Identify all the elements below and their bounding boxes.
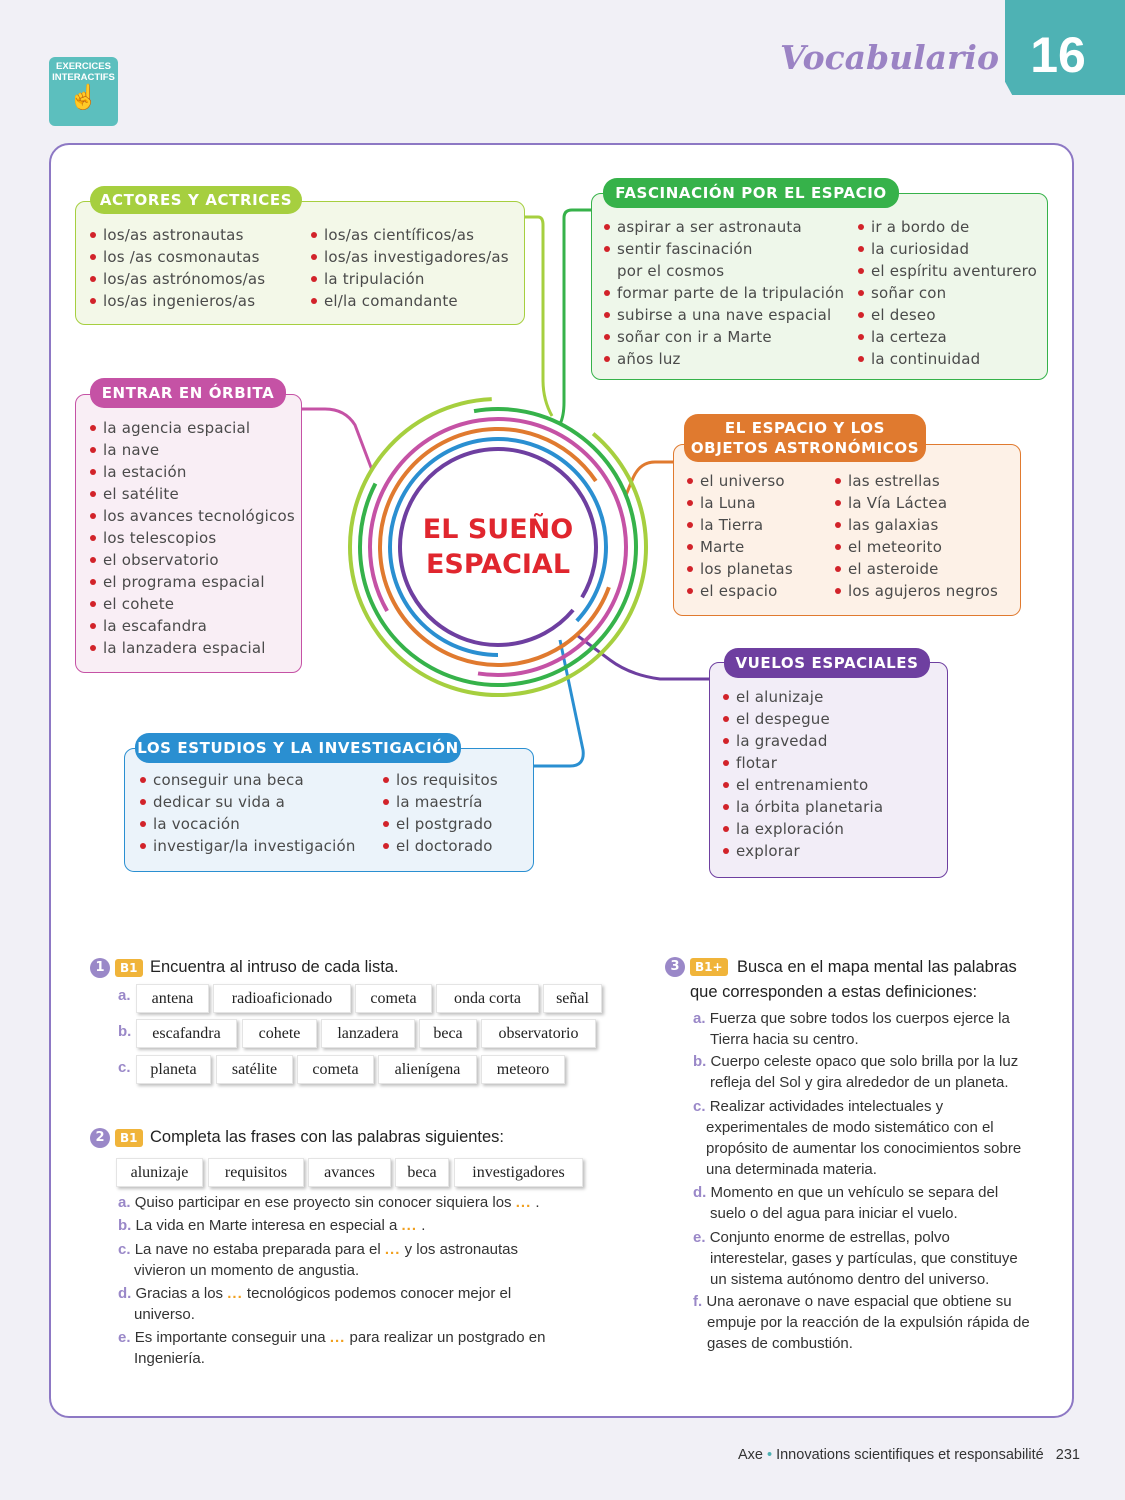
- list-item: explorar: [722, 840, 883, 862]
- list-item: la nave: [89, 439, 295, 461]
- list-item: sentir fascinación por el cosmos: [603, 238, 844, 282]
- vuelos-title: VUELOS ESPACIALES: [724, 648, 930, 678]
- list-item: la exploración: [722, 818, 883, 840]
- list-item: conseguir una beca: [139, 769, 356, 791]
- exercise-3-title-line2: que corresponden a estas definiciones:: [690, 983, 978, 1001]
- vuelos-list: [722, 686, 883, 862]
- word-chip: alienígena: [378, 1055, 477, 1084]
- word-chip: satélite: [216, 1055, 293, 1084]
- list-item: la escafandra: [89, 615, 295, 637]
- list-item: ir a bordo de: [857, 216, 1037, 238]
- page-footer: Axe • Innovations scientifiques et responsabilité 231: [737, 1447, 1080, 1463]
- list-item: subirse a una nave espacial: [603, 304, 844, 326]
- list-item: los /as cosmonautas: [89, 246, 265, 268]
- exercise-3-number: 3: [665, 957, 685, 977]
- word-chip: cometa: [355, 984, 432, 1013]
- word-chip: señal: [543, 984, 602, 1013]
- list-item: el espacio: [686, 580, 793, 602]
- connector-actores: [524, 217, 552, 416]
- exercise-1-title: Encuentra al intruso de cada lista.: [150, 958, 399, 976]
- word-chip: planeta: [136, 1055, 211, 1084]
- row-label: b.: [118, 1023, 132, 1040]
- exercise-3-title-line1: Busca en el mapa mental las palabras: [737, 958, 1017, 976]
- list-item: los/as astronautas: [89, 224, 265, 246]
- actores-col2: [310, 224, 509, 312]
- page-number: 231: [1055, 1447, 1080, 1463]
- mind-map-center-title: EL SUEÑO ESPACIAL: [422, 514, 574, 580]
- list-item: el universo: [686, 470, 793, 492]
- word-chip: onda corta: [436, 984, 539, 1013]
- list-item: la Luna: [686, 492, 793, 514]
- actores-title: ACTORES Y ACTRICES: [90, 186, 302, 214]
- list-item: la vocación: [139, 813, 356, 835]
- definition-d: d. Momento en que un vehículo se separa del suelo o del agua para iniciar el vuelo.: [693, 1184, 999, 1222]
- interactive-exercises-badge[interactable]: EXERCICES INTERACTIFS ☝: [49, 57, 118, 126]
- list-item: la maestría: [382, 791, 498, 813]
- word-chip: radioaficionado: [213, 984, 351, 1013]
- blank-dots: ...: [227, 1285, 243, 1302]
- definition-b: b. Cuerpo celeste opaco que solo brilla por la luz refleja del Sol y gira alrededor de un planeta.: [693, 1053, 1019, 1091]
- blank-dots: ...: [384, 1241, 401, 1258]
- word-chip: escafandra: [136, 1019, 237, 1048]
- list-item: dedicar su vida a: [139, 791, 356, 813]
- blank-dots: ...: [329, 1329, 346, 1346]
- list-item: el espíritu aventurero: [857, 260, 1037, 282]
- word-chip: cometa: [297, 1055, 374, 1084]
- definition-c: c. Realizar actividades intelectuales y experimentales de modo sistemático con el propósito de aumentar los conocimientos sobre una determinada materia.: [693, 1098, 1022, 1178]
- word-chip: observatorio: [481, 1019, 596, 1048]
- list-item: el postgrado: [382, 813, 498, 835]
- list-item: la Vía Láctea: [834, 492, 998, 514]
- orbita-list: [89, 417, 295, 659]
- sentence-d: d. Gracias a los ... tecnológicos podemos conocer mejor el universo.: [118, 1285, 512, 1323]
- list-item: años luz: [603, 348, 844, 370]
- list-item: la Tierra: [686, 514, 793, 536]
- page-title: Vocabulario: [780, 38, 999, 77]
- list-item: la agencia espacial: [89, 417, 295, 439]
- list-item: la continuidad: [857, 348, 1037, 370]
- exercise-2-level: B1: [115, 1129, 143, 1147]
- list-item: el alunizaje: [722, 686, 883, 708]
- fascinacion-title: FASCINACIÓN POR EL ESPACIO: [603, 178, 899, 208]
- list-item: el cohete: [89, 593, 295, 615]
- list-item: el entrenamiento: [722, 774, 883, 796]
- list-item: aspirar a ser astronauta: [603, 216, 844, 238]
- row-label: a.: [118, 987, 131, 1004]
- objetos-col2: [834, 470, 998, 602]
- list-item: soñar con: [857, 282, 1037, 304]
- sentence-a: a. Quiso participar en ese proyecto sin conocer siquiera los ... .: [118, 1194, 540, 1211]
- word-chip: beca: [419, 1019, 477, 1048]
- hand-tap-icon: ☝: [68, 84, 99, 111]
- list-item: la tripulación: [310, 268, 509, 290]
- list-item: la certeza: [857, 326, 1037, 348]
- word-chip: beca: [395, 1158, 449, 1187]
- list-item: investigar/la investigación: [139, 835, 356, 857]
- list-item: los requisitos: [382, 769, 498, 791]
- exercise-1-number: 1: [90, 958, 110, 978]
- unit-number: 16: [1030, 27, 1086, 83]
- objetos-col1: [686, 470, 793, 602]
- estudios-col2: [382, 769, 498, 857]
- exercise-3-level: B1+: [690, 958, 728, 976]
- estudios-title: LOS ESTUDIOS Y LA INVESTIGACIÓN: [135, 733, 461, 763]
- estudios-col1: [139, 769, 356, 857]
- exercise-2-title: Completa las frases con las palabras siguientes:: [150, 1128, 505, 1146]
- list-item: el despegue: [722, 708, 883, 730]
- definition-f: f. Una aeronave o nave espacial que obtiene su empuje por la reacción de la expulsión rápida de gases de combustión.: [693, 1293, 1030, 1352]
- connector-fascinacion: [560, 210, 591, 424]
- list-item: los planetas: [686, 558, 793, 580]
- list-item: los/as científicos/as: [310, 224, 509, 246]
- word-chip: cohete: [242, 1019, 317, 1048]
- list-item: el deseo: [857, 304, 1037, 326]
- list-item: el meteorito: [834, 536, 998, 558]
- list-item: los agujeros negros: [834, 580, 998, 602]
- blank-dots: ...: [401, 1217, 418, 1234]
- fascinacion-col2: [857, 216, 1037, 370]
- list-item: las estrellas: [834, 470, 998, 492]
- exercise-2-number: 2: [90, 1128, 110, 1148]
- definition-e: e. Conjunto enorme de estrellas, polvo interestelar, gases y partículas, que constituye un sistema autónomo dentro del universo.: [693, 1229, 1018, 1288]
- row-label: c.: [118, 1059, 131, 1076]
- list-item: el observatorio: [89, 549, 295, 571]
- sentence-b: b. La vida en Marte interesa en especial a ... .: [118, 1217, 426, 1234]
- objetos-title: EL ESPACIO Y LOS OBJETOS ASTRONÓMICOS: [684, 414, 926, 462]
- list-item: soñar con ir a Marte: [603, 326, 844, 348]
- list-item: las galaxias: [834, 514, 998, 536]
- word-chip: meteoro: [481, 1055, 565, 1084]
- list-item: la curiosidad: [857, 238, 1037, 260]
- orbita-title: ENTRAR EN ÓRBITA: [90, 378, 286, 408]
- list-item: el/la comandante: [310, 290, 509, 312]
- word-chip: alunizaje: [116, 1158, 203, 1187]
- list-item: los/as astrónomos/as: [89, 268, 265, 290]
- definition-a: a. Fuerza que sobre todos los cuerpos ejerce la Tierra hacia su centro.: [693, 1010, 1010, 1048]
- list-item: los/as ingenieros/as: [89, 290, 265, 312]
- list-item: el doctorado: [382, 835, 498, 857]
- list-item: los avances tecnológicos: [89, 505, 295, 527]
- list-item: la órbita planetaria: [722, 796, 883, 818]
- list-item: flotar: [722, 752, 883, 774]
- list-item: el asteroide: [834, 558, 998, 580]
- connector-orbita: [300, 409, 372, 470]
- list-item: el satélite: [89, 483, 295, 505]
- actores-col1: [89, 224, 265, 312]
- word-chip: requisitos: [208, 1158, 304, 1187]
- list-item: Marte: [686, 536, 793, 558]
- list-item: los/as investigadores/as: [310, 246, 509, 268]
- list-item: el programa espacial: [89, 571, 295, 593]
- word-chip: avances: [308, 1158, 391, 1187]
- list-item: los telescopios: [89, 527, 295, 549]
- fascinacion-col1: [603, 216, 844, 370]
- sentence-e: e. Es importante conseguir una ... para realizar un postgrado en Ingeniería.: [118, 1329, 546, 1367]
- word-chip: lanzadera: [321, 1019, 415, 1048]
- list-item: la estación: [89, 461, 295, 483]
- list-item: formar parte de la tripulación: [603, 282, 844, 304]
- exercise-1-level: B1: [115, 959, 143, 977]
- word-chip: antena: [136, 984, 209, 1013]
- blank-dots: ...: [515, 1194, 532, 1211]
- word-chip: investigadores: [454, 1158, 583, 1187]
- list-item: la lanzadera espacial: [89, 637, 295, 659]
- sentence-c: c. La nave no estaba preparada para el ... y los astronautas vivieron un momento de angustia.: [118, 1241, 518, 1279]
- list-item: la gravedad: [722, 730, 883, 752]
